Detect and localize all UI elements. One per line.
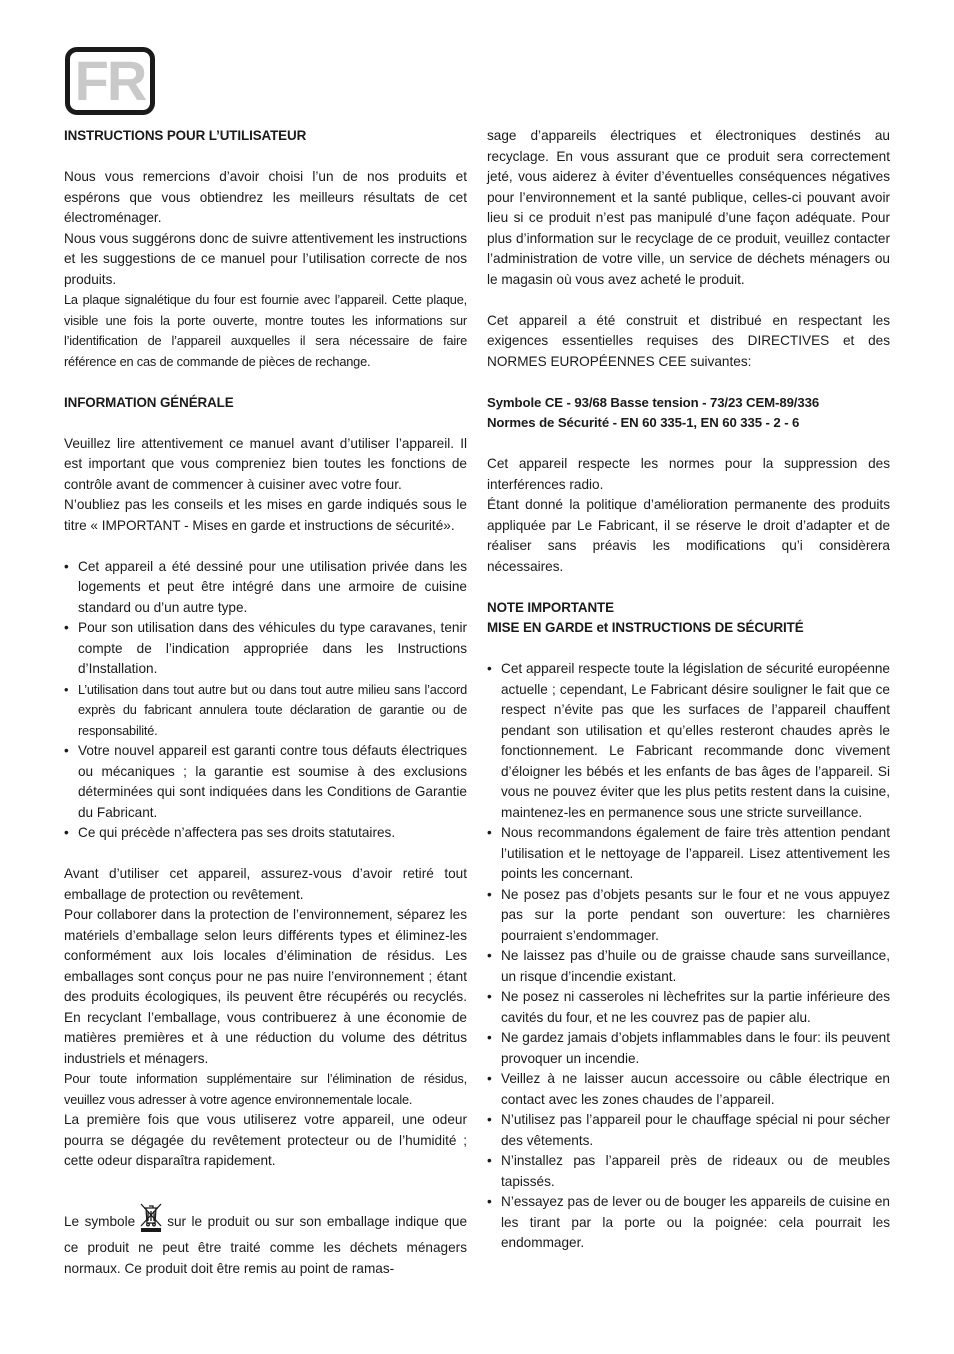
list-item: • Ne posez ni casseroles ni lèchefrites sur la partie inférieure des cavités du four, et ne les couvrez pas de papier alu.: [487, 987, 890, 1028]
crossed-bin-icon: [138, 1202, 164, 1239]
heading-important-note: NOTE IMPORTANTE: [487, 599, 614, 615]
weee-paragraph-continued: sage d’appareils électriques et électroniques destinés au recyclage. En vous assurant que ce produit sera correctement jeté, vous aiderez à éviter d’éventuelles conséquences négatives pour l’environnement et la santé publique, celles-ci pouvant avoir lieu si ce produit n’est pas manipulé d’une façon adéquate. Pour plus d’information sur le recyclage de ce produit, veuillez contacter l’administration de votre ville, un service de déchets ménagers ou le magasin où vous avez acheté le produit.: [487, 128, 890, 287]
heading-general-information: INFORMATION GÉNÉRALE: [64, 394, 234, 410]
weee-paragraph: [64, 1202, 467, 1280]
list-item: • Pour son utilisation dans des véhicules du type caravanes, tenir compte de l’indication appropriée dans les Instructions d’Installation.: [64, 618, 467, 680]
list-item: • Votre nouvel appareil est garanti contre tous défauts électriques ou mécaniques ; la garantie est soumise à des exclusions déterminées qui sont indiquées dans les Conditions de Garantie du Fabricant.: [64, 741, 467, 823]
usage-bullet-list: [64, 557, 467, 844]
packaging-paragraph-1: Avant d’utiliser cet appareil, assurez-vous d’avoir retiré tout emballage de protection ou revêtement.: [64, 866, 467, 902]
list-item: • Cet appareil a été dessiné pour une utilisation privée dans les logements et peut être intégré dans une armoire de cuisine standard ou d’un autre type.: [64, 557, 467, 619]
heading-user-instructions: INSTRUCTIONS POUR L’UTILISATEUR: [64, 128, 307, 143]
intro-paragraph-3: La plaque signalétique du four est fournie avec l’appareil. Cette plaque, visible une fois la porte ouverte, montre toutes les informations sur l’identification de l’appareil auxquelles il sera nécessaire de faire référence en cas de commande de pièces de rechange.: [64, 292, 467, 369]
list-item: • N’installez pas l’appareil près de rideaux ou de meubles tapissés.: [487, 1151, 890, 1192]
list-item: • Cet appareil respecte toute la législation de sécurité européenne actuelle ; cependant, Le Fabricant désire souligner le fait que ce respect n’évite pas que les surfaces de l’appareil chauffent pendant son utilisation et qu’elles resteront chaudes après le fonctionnement. Le Fabricant recommande donc vivement d’éloigner les bébés et les enfants de bas âges de l’appareil. Si vous ne pouvez éviter que les plus petits restent dans la cuisine, maintenez-les en permanence sous une stricte surveillance.: [487, 659, 890, 823]
list-item: • Ne posez pas d’objets pesants sur le four et ne vous appuyez pas sur la porte pendant son ouverture: les charnières pourraient s’endommager.: [487, 885, 890, 947]
language-badge-label: FR: [74, 49, 146, 112]
language-badge: [65, 47, 155, 115]
intro-paragraph-2: Nous vous suggérons donc de suivre attentivement les instructions et les suggestions de ce manuel pour l’utilisation correcte de nos produits.: [64, 230, 467, 287]
safety-standards-line: Normes de Sécurité - EN 60 335-1, EN 60 335 - 2 - 6: [487, 415, 800, 430]
radio-paragraph: Cet appareil respecte les normes pour la suppression des interférences radio.: [487, 456, 890, 492]
heading-safety-warnings: MISE EN GARDE et INSTRUCTIONS DE SÉCURITÉ: [487, 620, 804, 635]
list-item: • Nous recommandons également de faire très attention pendant l’utilisation et le nettoyage de l’appareil. Lisez attentivement les points les concernant.: [487, 823, 890, 885]
list-item: • Ce qui précède n’affectera pas ses droits statutaires.: [64, 823, 467, 844]
weee-text-before: Le symbole: [64, 1213, 136, 1229]
packaging-paragraph-4: La première fois que vous utiliserez votre appareil, une odeur pourra se dégagée du revêtement protecteur ou de l’humidité ; cette odeur disparaîtra rapidement.: [64, 1112, 467, 1168]
packaging-paragraph-3: Pour toute information supplémentaire sur l’élimination de résidus, veuillez vous adresser à votre agence environnementale locale.: [64, 1071, 467, 1107]
left-column: [64, 126, 467, 1279]
ce-symbol-line: Symbole CE - 93/68 Basse tension - 73/23 CEM-89/336: [487, 394, 820, 410]
policy-paragraph: Étant donné la politique d’amélioration permanente des produits appliquée par Le Fabricant, il se réserve le droit d’adapter et de réaliser sans préavis les modifications qu’i considèrera nécessaires.: [487, 497, 890, 574]
right-column: [487, 126, 890, 1254]
general-paragraph-1: Veuillez lire attentivement ce manuel avant d’utiliser l’appareil. Il est important que vous compreniez bien toutes les fonctions de contrôle avant de commencer à cuisiner avec votre four.: [64, 435, 467, 492]
list-item: • N’utilisez pas l’appareil pour le chauffage spécial ni pour sécher des vêtements.: [487, 1110, 890, 1151]
list-item: • N’essayez pas de lever ou de bouger les appareils de cuisine en les tirant par la porte ou la poignée: cela pourrait les endommager.: [487, 1192, 890, 1254]
list-item: • L’utilisation dans tout autre but ou dans tout autre milieu sans l’accord exprès du fabricant annulera toute déclaration de garantie ou de responsabilité.: [64, 680, 467, 742]
list-item: • Ne gardez jamais d’objets inflammables dans le four: ils peuvent provoquer un incendie.: [487, 1028, 890, 1069]
safety-bullet-list: [487, 659, 890, 1254]
packaging-paragraph-2: Pour collaborer dans la protection de l’environnement, séparez les matériels d’emballage selon leurs différents types et éliminez-les conformément aux lois locales d’élimination de résidus. Les emballages sont conçus pour ne pas nuire l’environnement ; étant des produits écologiques, ils peuvent être récupérés ou recyclés. En recyclant l’emballage, vous contribuerez à une économie de matières premières et à une réduction du volume des détritus industriels et ménagers.: [64, 907, 467, 1066]
ce-paragraph: Cet appareil a été construit et distribué en respectant les exigences essentielles requises des DIRECTIVES et des NORMES EUROPÉENNES CEE suivantes:: [487, 312, 890, 369]
weee-text-after: sur le produit ou sur son emballage indique que ce produit ne peut être traité comme les déchets ménagers normaux. Ce produit doit être remis au point de ramas-: [64, 1213, 468, 1276]
list-item: • Ne laissez pas d’huile ou de graisse chaude sans surveillance, un risque d’incendie existant.: [487, 946, 890, 987]
list-item: • Veillez à ne laisser aucun accessoire ou câble électrique en contact avec les zones chaudes de l’appareil.: [487, 1069, 890, 1110]
intro-paragraph-1: Nous vous remercions d’avoir choisi l’un de nos produits et espérons que vous obtiendrez les meilleurs résultats de cet électroménager.: [64, 169, 467, 225]
general-paragraph-2: N’oubliez pas les conseils et les mises en garde indiqués sous le titre « IMPORTANT - Mises en garde et instructions de sécurité».: [64, 497, 467, 533]
